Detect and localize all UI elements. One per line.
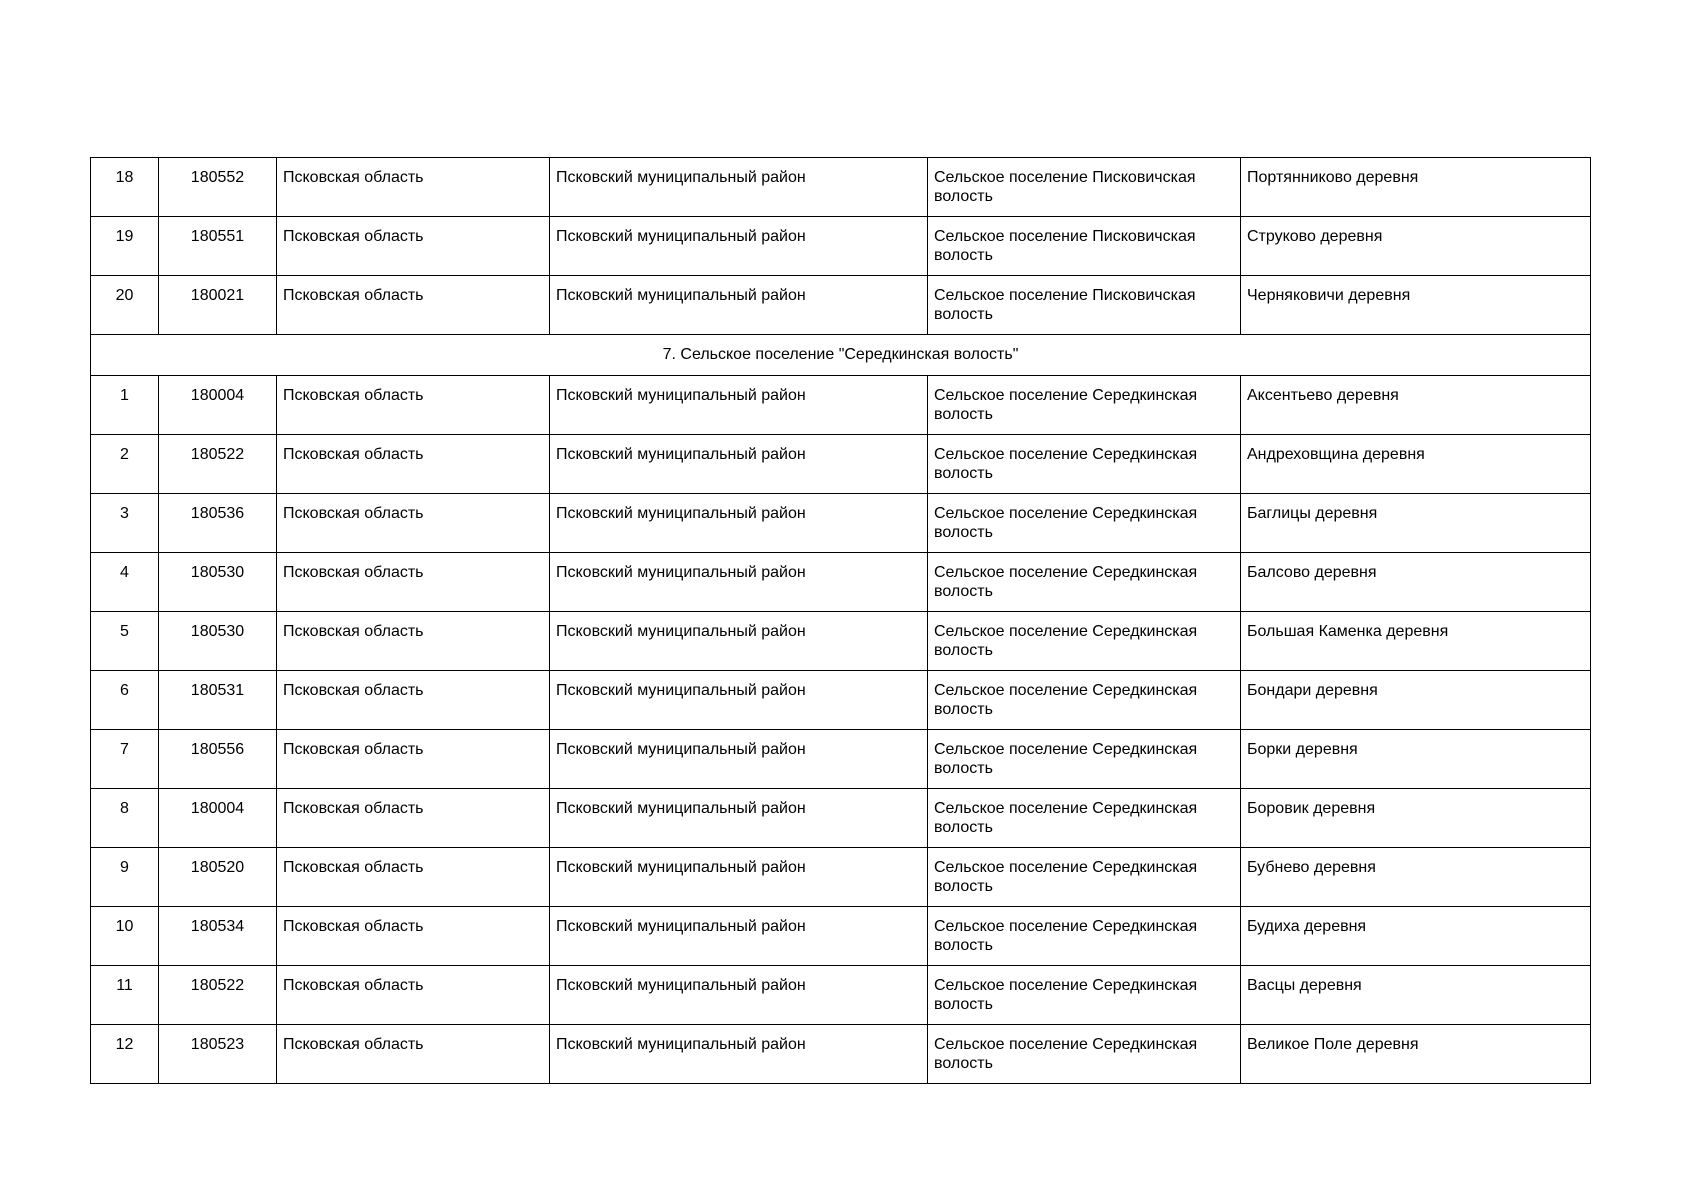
row-number-cell: 2 (91, 435, 159, 494)
settlement-cell: Сельское поселение Середкинская волость (928, 612, 1241, 671)
postal-code-cell: 180552 (159, 158, 277, 217)
locality-cell: Портянниково деревня (1241, 158, 1591, 217)
row-number-cell: 3 (91, 494, 159, 553)
settlement-cell: Сельское поселение Середкинская волость (928, 730, 1241, 789)
locality-cell: Струково деревня (1241, 217, 1591, 276)
settlement-cell: Сельское поселение Середкинская волость (928, 907, 1241, 966)
district-cell: Псковский муниципальный район (550, 158, 928, 217)
table-row (91, 217, 1591, 276)
row-number-cell: 6 (91, 671, 159, 730)
table-body-previous-section (91, 158, 1591, 335)
locality-cell: Андреховщина деревня (1241, 435, 1591, 494)
region-cell: Псковская область (277, 789, 550, 848)
postal-code-cell: 180530 (159, 553, 277, 612)
region-cell: Псковская область (277, 494, 550, 553)
region-cell: Псковская область (277, 671, 550, 730)
row-number-cell: 9 (91, 848, 159, 907)
table-row (91, 376, 1591, 435)
settlement-cell: Сельское поселение Середкинская волость (928, 494, 1241, 553)
district-cell: Псковский муниципальный район (550, 217, 928, 276)
table-row (91, 730, 1591, 789)
settlement-cell: Сельское поселение Середкинская волость (928, 553, 1241, 612)
postal-code-cell: 180551 (159, 217, 277, 276)
postal-code-cell: 180522 (159, 966, 277, 1025)
locality-cell: Будиха деревня (1241, 907, 1591, 966)
section-title: 7. Сельское поселение "Середкинская волость" (91, 335, 1591, 376)
settlement-cell: Сельское поселение Середкинская волость (928, 966, 1241, 1025)
row-number-cell: 4 (91, 553, 159, 612)
postal-code-cell: 180534 (159, 907, 277, 966)
locality-cell: Бубнево деревня (1241, 848, 1591, 907)
district-cell: Псковский муниципальный район (550, 671, 928, 730)
table-row (91, 435, 1591, 494)
settlement-cell: Сельское поселение Середкинская волость (928, 671, 1241, 730)
locality-register-table (90, 157, 1591, 1084)
table-row (91, 789, 1591, 848)
postal-code-cell: 180523 (159, 1025, 277, 1084)
postal-code-cell: 180520 (159, 848, 277, 907)
district-cell: Псковский муниципальный район (550, 376, 928, 435)
postal-code-cell: 180556 (159, 730, 277, 789)
postal-code-cell: 180536 (159, 494, 277, 553)
region-cell: Псковская область (277, 276, 550, 335)
locality-cell: Борки деревня (1241, 730, 1591, 789)
row-number-cell: 8 (91, 789, 159, 848)
table-body-seredkinskaya-section (91, 376, 1591, 1084)
locality-cell: Васцы деревня (1241, 966, 1591, 1025)
settlement-cell: Сельское поселение Середкинская волость (928, 789, 1241, 848)
postal-code-cell: 180530 (159, 612, 277, 671)
district-cell: Псковский муниципальный район (550, 612, 928, 671)
locality-cell: Черняковичи деревня (1241, 276, 1591, 335)
table-row (91, 848, 1591, 907)
region-cell: Псковская область (277, 907, 550, 966)
postal-code-cell: 180004 (159, 789, 277, 848)
district-cell: Псковский муниципальный район (550, 494, 928, 553)
district-cell: Псковский муниципальный район (550, 1025, 928, 1084)
region-cell: Псковская область (277, 553, 550, 612)
row-number-cell: 11 (91, 966, 159, 1025)
locality-cell: Аксентьево деревня (1241, 376, 1591, 435)
postal-code-cell: 180021 (159, 276, 277, 335)
locality-cell: Большая Каменка деревня (1241, 612, 1591, 671)
locality-cell: Баглицы деревня (1241, 494, 1591, 553)
row-number-cell: 10 (91, 907, 159, 966)
region-cell: Псковская область (277, 730, 550, 789)
district-cell: Псковский муниципальный район (550, 730, 928, 789)
table-row (91, 553, 1591, 612)
region-cell: Псковская область (277, 435, 550, 494)
row-number-cell: 7 (91, 730, 159, 789)
postal-code-cell: 180531 (159, 671, 277, 730)
table-row (91, 966, 1591, 1025)
row-number-cell: 20 (91, 276, 159, 335)
table-row (91, 907, 1591, 966)
table-row (91, 158, 1591, 217)
district-cell: Псковский муниципальный район (550, 553, 928, 612)
region-cell: Псковская область (277, 1025, 550, 1084)
settlement-cell: Сельское поселение Середкинская волость (928, 376, 1241, 435)
row-number-cell: 1 (91, 376, 159, 435)
settlement-cell: Сельское поселение Писковичская волость (928, 276, 1241, 335)
region-cell: Псковская область (277, 217, 550, 276)
district-cell: Псковский муниципальный район (550, 907, 928, 966)
settlement-cell: Сельское поселение Середкинская волость (928, 848, 1241, 907)
table-row (91, 671, 1591, 730)
locality-cell: Бондари деревня (1241, 671, 1591, 730)
table-row (91, 276, 1591, 335)
region-cell: Псковская область (277, 848, 550, 907)
settlement-cell: Сельское поселение Середкинская волость (928, 435, 1241, 494)
region-cell: Псковская область (277, 612, 550, 671)
region-cell: Псковская область (277, 966, 550, 1025)
district-cell: Псковский муниципальный район (550, 848, 928, 907)
settlement-cell: Сельское поселение Писковичская волость (928, 217, 1241, 276)
row-number-cell: 19 (91, 217, 159, 276)
district-cell: Псковский муниципальный район (550, 789, 928, 848)
row-number-cell: 18 (91, 158, 159, 217)
table-row (91, 494, 1591, 553)
postal-code-cell: 180004 (159, 376, 277, 435)
row-number-cell: 12 (91, 1025, 159, 1084)
district-cell: Псковский муниципальный район (550, 966, 928, 1025)
section-header-row (91, 335, 1591, 376)
locality-cell: Балсово деревня (1241, 553, 1591, 612)
region-cell: Псковская область (277, 158, 550, 217)
settlement-cell: Сельское поселение Середкинская волость (928, 1025, 1241, 1084)
table-section-header (91, 335, 1591, 376)
locality-cell: Великое Поле деревня (1241, 1025, 1591, 1084)
district-cell: Псковский муниципальный район (550, 435, 928, 494)
table-row (91, 612, 1591, 671)
region-cell: Псковская область (277, 376, 550, 435)
locality-cell: Боровик деревня (1241, 789, 1591, 848)
district-cell: Псковский муниципальный район (550, 276, 928, 335)
table-row (91, 1025, 1591, 1084)
settlement-cell: Сельское поселение Писковичская волость (928, 158, 1241, 217)
postal-code-cell: 180522 (159, 435, 277, 494)
row-number-cell: 5 (91, 612, 159, 671)
